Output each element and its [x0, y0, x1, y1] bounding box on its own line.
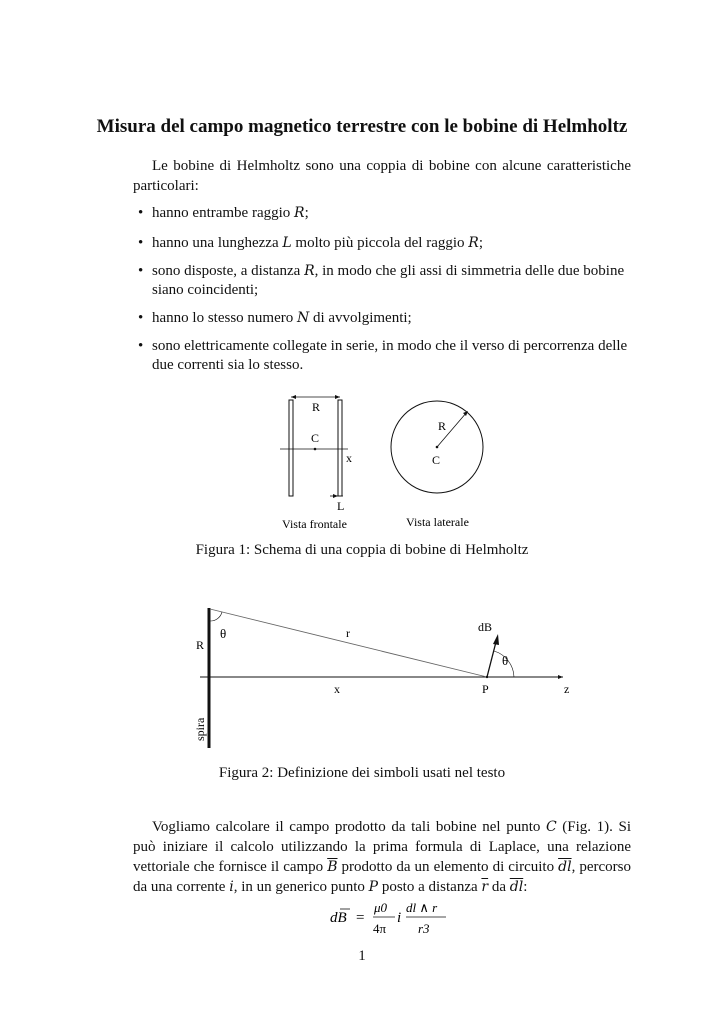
eq-num2: dl ∧ r — [406, 900, 438, 915]
body-paragraph: Vogliamo calcolare il campo prodotto da tali bobine nel punto C (Fig. 1). Si può iniziare il calcolo utilizzando la prima formula di Laplace, una relazione vettoriale che fornisce il campo $\overline{B}$ prodotto da un elemento di circuito $\overline{dl}$, percorso da una corrente i, in un generico punto P posto a distanza $\overline{r}$ da $\overline{dl}$: — [133, 819, 631, 895]
figure1-caption: Figura 1: Schema di una coppia di bobine di Helmholtz — [195, 542, 529, 558]
label-dB: dB — [478, 620, 493, 634]
label-r: r — [346, 626, 350, 640]
list-item: • hanno entrambe raggio R; — [152, 204, 632, 223]
coil-left — [289, 400, 293, 496]
laplace-equation — [300, 895, 500, 939]
front-view — [280, 395, 352, 531]
label-theta2: θ — [502, 653, 509, 668]
eq-num1: μ0 — [374, 900, 388, 915]
angle-arc — [210, 612, 222, 621]
label-R: R — [312, 400, 321, 414]
label-spira: spira — [193, 717, 207, 741]
label-C: C — [311, 431, 320, 445]
label-x: x — [334, 682, 340, 696]
label-theta: θ — [220, 626, 227, 641]
coil-right — [338, 400, 342, 496]
intro-paragraph: Le bobine di Helmholtz sono una coppia di bobine con alcune caratteristiche particolari: — [133, 158, 631, 194]
eq-equals: = — [356, 910, 365, 926]
label-R: R — [438, 419, 447, 433]
eq-den2: r3 — [418, 921, 430, 936]
label-R: R — [196, 638, 205, 652]
eq-den1: 4π — [373, 921, 387, 936]
caption-side: Vista laterale — [406, 515, 469, 529]
list-item: • sono disposte, a distanza R, in modo che gli assi di simmetria delle due bobine siano coincidenti; — [152, 262, 632, 300]
caption-front: Vista frontale — [282, 517, 347, 531]
list-item: • sono elettricamente collegate in serie, in modo che il verso di percorrenza delle due correnti sia lo stesso. — [152, 337, 632, 375]
list-item: • hanno lo stesso numero N di avvolgimenti; — [152, 309, 632, 328]
page-title: Misura del campo magnetico terrestre con le bobine di Helmholtz — [96, 116, 628, 137]
side-view — [391, 401, 483, 529]
eq-lhs: dB — [330, 910, 347, 926]
label-x: x — [346, 451, 352, 465]
list-item: • hanno una lunghezza L molto più piccola del raggio R; — [152, 234, 632, 253]
label-P: P — [482, 682, 489, 696]
figure2-diagram — [190, 600, 590, 755]
r-line — [210, 609, 487, 677]
label-L: L — [337, 499, 345, 513]
label-C: C — [432, 453, 441, 467]
eq-current: i — [397, 910, 402, 926]
figure1-diagram — [270, 390, 500, 535]
figure2-caption: Figura 2: Definizione dei simboli usati nel testo — [218, 765, 506, 781]
label-z: z — [564, 682, 570, 696]
page-number: 1 — [358, 948, 366, 964]
